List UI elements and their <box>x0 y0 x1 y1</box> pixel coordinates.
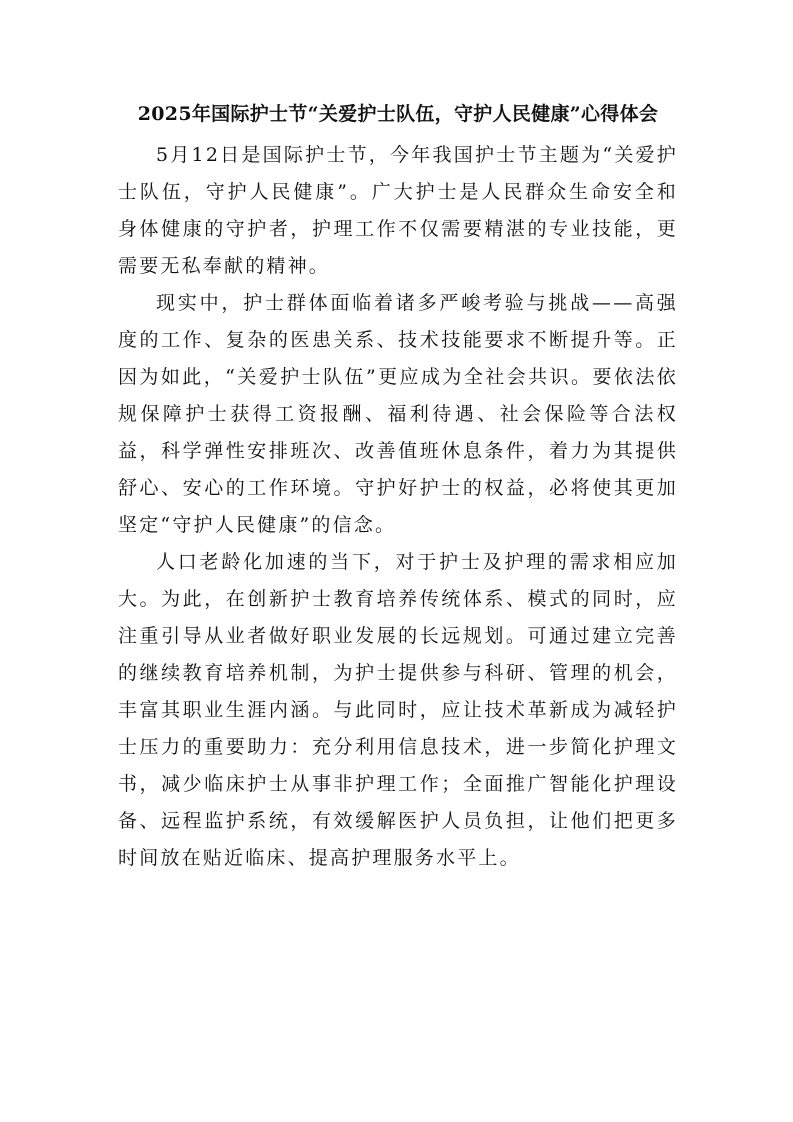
paragraph-2: 现实中，护士群体面临着诸多严峻考验与挑战——高强度的工作、复杂的医患关系、技术技能要求不断提升等。正因为如此，“关爱护士队伍”更应成为全社会共识。要依法依规保障护士获得工资报酬、福利待遇、社会保险等合法权益，科学弹性安排班次、改善值班休息条件，着力为其提供舒心、安心的工作环境。守护好护士的权益，必将使其更加坚定“守护人民健康”的信念。 <box>118 292 678 536</box>
document-body <box>118 92 678 877</box>
paragraph-3: 人口老龄化加速的当下，对于护士及护理的需求相应加大。为此，在创新护士教育培养传统体系、模式的同时，应注重引导从业者做好职业发展的长远规划。可通过建立完善的继续教育培养机制，为护士提供参与科研、管理的机会，丰富其职业生涯内涵。与此同时，应让技术革新成为减轻护士压力的重要助力：充分利用信息技术，进一步简化护理文书，减少临床护士从事非护理工作；全面推广智能化护理设备、远程监护系统，有效缓解医护人员负担，让他们把更多时间放在贴近临床、提高护理服务水平上。 <box>118 551 678 869</box>
document-title: 2025年国际护士节“关爱护士队伍，守护人民健康”心得体会 <box>137 103 659 125</box>
paragraph-1: 5月12日是国际护士节，今年我国护士节主题为“关爱护士队伍，守护人民健康”。广大护士是人民群众生命安全和身体健康的守护者，护理工作不仅需要精湛的专业技能，更需要无私奉献的精神。 <box>118 144 678 277</box>
